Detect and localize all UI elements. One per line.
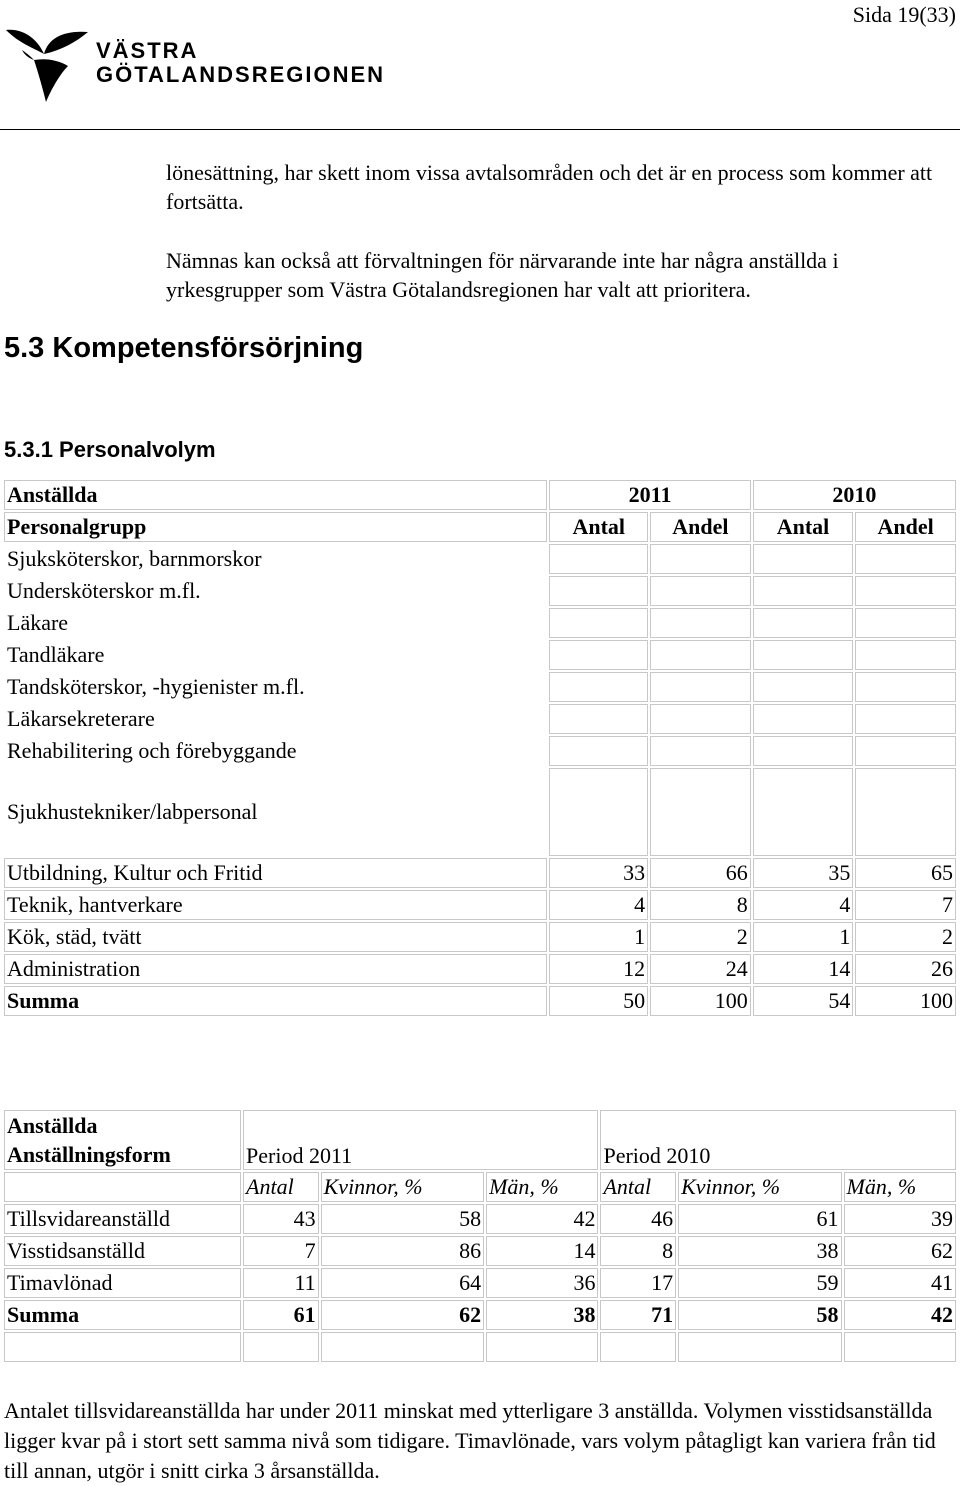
cell: [753, 544, 854, 574]
header-cell: Män, %: [486, 1172, 598, 1202]
header-cell: Män, %: [844, 1172, 956, 1202]
cell: [753, 736, 854, 766]
cell: 4: [753, 890, 854, 920]
cell: 71: [600, 1300, 676, 1330]
cell: 24: [650, 954, 751, 984]
table-sum-row: [4, 986, 956, 1016]
anstallningsform-table: [2, 1108, 958, 1364]
header-cell: Antal: [243, 1172, 319, 1202]
table-row: [4, 640, 956, 670]
header-cell: [4, 1110, 241, 1170]
cell: [855, 672, 956, 702]
footer-paragraph: Antalet tillsvidareanställda har under 2011 minskat med ytterligare 3 anställda. Volymen visstidsanställda ligger kvar på i stort sett samma nivå som tidigare. Timavlönade, vars volym påtagligt kan variera från tid till annan, utgör i snitt cirka 3 årsanställda.: [4, 1398, 936, 1483]
cell: 7: [243, 1236, 319, 1266]
header-cell: 2011: [549, 480, 750, 510]
cell: [650, 640, 751, 670]
logo-wordmark-line1: VÄSTRA: [96, 38, 199, 63]
row-label: Summa: [4, 1300, 241, 1330]
paragraph-2: Nämnas kan också att förvaltningen för närvarande inte har några anställda i yrkesgrupper som Västra Götalandsregionen har valt att prioritera.: [166, 248, 839, 302]
header-label-2: Anställningsform: [7, 1142, 171, 1167]
logo: [4, 24, 394, 104]
row-label: Läkarsekreterare: [7, 706, 155, 731]
cell: 11: [243, 1268, 319, 1298]
cell: [321, 1332, 484, 1362]
row-label: Läkare: [7, 610, 69, 635]
row-label: Summa: [4, 986, 547, 1016]
row-label: Teknik, hantverkare: [4, 890, 547, 920]
cell: 42: [844, 1300, 956, 1330]
cell: [753, 640, 854, 670]
row-label: Utbildning, Kultur och Fritid: [4, 858, 547, 888]
header-cell: Antal: [600, 1172, 676, 1202]
page-number: Sida 19(33): [852, 2, 956, 27]
table-row: [4, 768, 956, 856]
header-divider: [0, 129, 960, 130]
cell: 66: [650, 858, 751, 888]
table-header-row: [4, 480, 956, 510]
table-row: [4, 1332, 956, 1362]
row-label: Visstidsanställd: [4, 1236, 241, 1266]
cell: 58: [321, 1204, 484, 1234]
table-row: [4, 672, 956, 702]
cell: [600, 1332, 676, 1362]
table-row: [4, 1236, 956, 1266]
cell: [650, 544, 751, 574]
header-cell: Anställda: [4, 480, 547, 510]
cell: [549, 576, 648, 606]
header-cell: Antal: [753, 512, 854, 542]
cell: [486, 1332, 598, 1362]
cell: [753, 704, 854, 734]
row-label: Tandsköterskor, -hygienister m.fl.: [7, 674, 305, 699]
cell: [650, 736, 751, 766]
cell: [855, 736, 956, 766]
cell: [855, 768, 956, 856]
table-row: [4, 704, 956, 734]
cell: [650, 672, 751, 702]
cell: [753, 576, 854, 606]
table-row: [4, 858, 956, 888]
cell: [4, 1332, 241, 1362]
cell: 46: [600, 1204, 676, 1234]
header-cell: Personalgrupp: [4, 512, 547, 542]
header-cell: Kvinnor, %: [678, 1172, 841, 1202]
header-cell: Antal: [549, 512, 648, 542]
cell: 1: [753, 922, 854, 952]
cell: [650, 704, 751, 734]
cell: 26: [855, 954, 956, 984]
header-label-1: Anställda: [7, 1113, 98, 1138]
cell: [678, 1332, 841, 1362]
cell: [549, 704, 648, 734]
cell: [549, 672, 648, 702]
row-label: Tandläkare: [7, 642, 105, 667]
cell: 86: [321, 1236, 484, 1266]
cell: 59: [678, 1268, 841, 1298]
cell: 54: [753, 986, 854, 1016]
table-row: [4, 1204, 956, 1234]
paragraph-1: lönesättning, har skett inom vissa avtalsområden och det är en process som kommer att fortsätta.: [166, 160, 933, 214]
cell: 36: [486, 1268, 598, 1298]
cell: 62: [321, 1300, 484, 1330]
cell: 43: [243, 1204, 319, 1234]
cell: 41: [844, 1268, 956, 1298]
cell: [650, 576, 751, 606]
cell: 61: [678, 1204, 841, 1234]
row-label: Tillsvidareanställd: [4, 1204, 241, 1234]
cell: [753, 672, 854, 702]
table-header-row: [4, 1172, 956, 1202]
table-row: [4, 954, 956, 984]
table-row: [4, 922, 956, 952]
cell: 2: [855, 922, 956, 952]
cell: [549, 768, 648, 856]
row-label: Sjukhustekniker/labpersonal: [7, 799, 258, 824]
table-row: [4, 576, 956, 606]
cell: 1: [549, 922, 648, 952]
cell: 38: [678, 1236, 841, 1266]
cell: 14: [486, 1236, 598, 1266]
cell: [549, 736, 648, 766]
section-heading: 5.3 Kompetensförsörjning: [4, 332, 364, 364]
cell: 39: [844, 1204, 956, 1234]
cell: [243, 1332, 319, 1362]
table-row: [4, 736, 956, 766]
cell: 33: [549, 858, 648, 888]
header-cell: Period 2011: [243, 1110, 598, 1170]
cell: 100: [855, 986, 956, 1016]
cell: 61: [243, 1300, 319, 1330]
cell: 4: [549, 890, 648, 920]
personalvolym-table: [2, 478, 958, 1018]
header-cell: Kvinnor, %: [321, 1172, 484, 1202]
header-cell: Period 2010: [600, 1110, 956, 1170]
table-row: [4, 1268, 956, 1298]
cell: [855, 544, 956, 574]
cell: 35: [753, 858, 854, 888]
cell: [844, 1332, 956, 1362]
cell: 100: [650, 986, 751, 1016]
table-header-row: [4, 512, 956, 542]
header-cell: Andel: [650, 512, 751, 542]
cell: 8: [600, 1236, 676, 1266]
row-label: Undersköterskor m.fl.: [7, 578, 201, 603]
cell: [855, 704, 956, 734]
subsection-heading: 5.3.1 Personalvolym: [4, 437, 216, 462]
cell: 50: [549, 986, 648, 1016]
cell: [549, 544, 648, 574]
cell: [753, 768, 854, 856]
cell: 42: [486, 1204, 598, 1234]
cell: [650, 768, 751, 856]
table-row: [4, 890, 956, 920]
logo-wordmark-line2: GÖTALANDSREGIONEN: [96, 62, 386, 87]
cell: 17: [600, 1268, 676, 1298]
cell: [855, 576, 956, 606]
cell: [753, 608, 854, 638]
table-row: [4, 608, 956, 638]
cell: 62: [844, 1236, 956, 1266]
cell: 65: [855, 858, 956, 888]
cell: 38: [486, 1300, 598, 1330]
cell: 12: [549, 954, 648, 984]
header-cell: [4, 1172, 241, 1202]
cell: 8: [650, 890, 751, 920]
cell: [650, 608, 751, 638]
cell: 7: [855, 890, 956, 920]
row-label: Rehabilitering och förebyggande: [7, 738, 297, 763]
cell: 64: [321, 1268, 484, 1298]
table-sum-row: [4, 1300, 956, 1330]
cell: [549, 608, 648, 638]
row-label: Timavlönad: [4, 1268, 241, 1298]
cell: [855, 608, 956, 638]
row-label: Sjuksköterskor, barnmorskor: [7, 546, 262, 571]
table-header-row: [4, 1110, 956, 1170]
region-logo-icon: [4, 24, 94, 104]
row-label: Administration: [4, 954, 547, 984]
cell: 2: [650, 922, 751, 952]
header-cell: 2010: [753, 480, 956, 510]
cell: 58: [678, 1300, 841, 1330]
cell: 14: [753, 954, 854, 984]
cell: [549, 640, 648, 670]
header-cell: Andel: [855, 512, 956, 542]
table-row: [4, 544, 956, 574]
row-label: Kök, städ, tvätt: [4, 922, 547, 952]
cell: [855, 640, 956, 670]
